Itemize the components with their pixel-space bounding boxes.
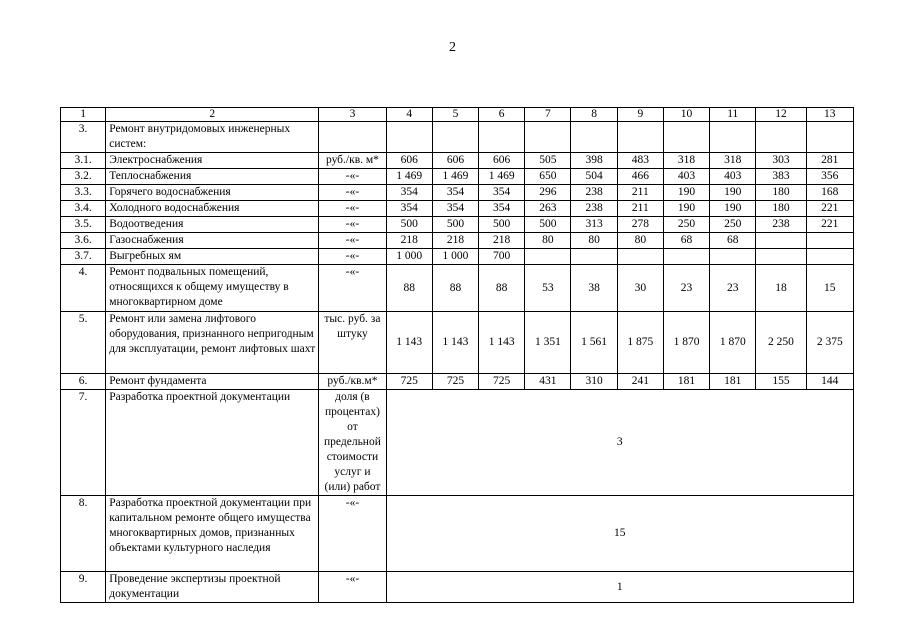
value-cell-col-5: 354 [432, 185, 478, 201]
table-row [61, 153, 854, 169]
value-cell-col-10: 1 870 [663, 312, 709, 374]
value-cell-col-13 [806, 122, 853, 153]
cost-table [60, 107, 854, 603]
column-header-11: 11 [710, 108, 756, 122]
value-cell-col-10 [663, 122, 709, 153]
value-cell-col-10: 190 [663, 185, 709, 201]
value-cell-col-10: 403 [663, 169, 709, 185]
value-cell-col-7: 1 351 [525, 312, 571, 374]
value-cell-col-5: 1 000 [432, 249, 478, 265]
value-cell-col-13 [806, 233, 853, 249]
row-name: Проведение экспертизы проектной документации [106, 572, 319, 603]
row-unit: -«- [319, 572, 386, 603]
value-cell-col-7: 80 [525, 233, 571, 249]
value-cell-col-11 [710, 249, 756, 265]
value-cell-col-9: 211 [617, 185, 663, 201]
row-number: 3. [61, 122, 106, 153]
value-cell-col-9 [617, 249, 663, 265]
table-row [61, 265, 854, 312]
value-cell-col-10 [663, 249, 709, 265]
row-number: 9. [61, 572, 106, 603]
value-cell-col-8: 38 [571, 265, 617, 312]
row-unit: тыс. руб. за штуку [319, 312, 386, 374]
value-cell-col-6: 354 [479, 185, 525, 201]
row-unit: руб./кв. м* [319, 153, 386, 169]
page-number: 2 [449, 40, 456, 55]
table-row [61, 169, 854, 185]
value-cell-col-8: 80 [571, 233, 617, 249]
row-name: Теплоснабжения [106, 169, 319, 185]
row-name: Газоснабжения [106, 233, 319, 249]
value-cell-col-4: 1 000 [386, 249, 432, 265]
value-cell-col-5: 1 469 [432, 169, 478, 185]
row-number: 3.5. [61, 217, 106, 233]
column-header-1: 1 [61, 108, 106, 122]
value-cell-col-12: 180 [756, 185, 806, 201]
row-number: 8. [61, 496, 106, 572]
value-cell-col-6: 354 [479, 201, 525, 217]
value-cell-col-13: 144 [806, 374, 853, 390]
value-cell-col-9: 80 [617, 233, 663, 249]
row-unit: -«- [319, 169, 386, 185]
value-cell-col-5: 606 [432, 153, 478, 169]
value-cell-col-13: 15 [806, 265, 853, 312]
value-cell-col-10: 68 [663, 233, 709, 249]
table-row-merged [61, 496, 854, 572]
value-cell-col-12: 303 [756, 153, 806, 169]
column-header-6: 6 [479, 108, 525, 122]
value-cell-col-11: 181 [710, 374, 756, 390]
value-cell-col-12: 238 [756, 217, 806, 233]
value-cell-col-6: 725 [479, 374, 525, 390]
row-number: 3.1. [61, 153, 106, 169]
value-cell-col-6 [479, 122, 525, 153]
merged-value-cell: 15 [386, 496, 853, 572]
value-cell-col-9: 211 [617, 201, 663, 217]
value-cell-col-8: 310 [571, 374, 617, 390]
value-cell-col-8: 238 [571, 185, 617, 201]
row-name: Ремонт подвальных помещений, относящихся к общему имуществу в многоквартирном доме [106, 265, 319, 312]
value-cell-col-13: 221 [806, 217, 853, 233]
row-number: 3.6. [61, 233, 106, 249]
value-cell-col-9: 1 875 [617, 312, 663, 374]
value-cell-col-5: 88 [432, 265, 478, 312]
value-cell-col-12: 18 [756, 265, 806, 312]
row-number: 3.3. [61, 185, 106, 201]
table-row [61, 233, 854, 249]
row-unit: руб./кв.м* [319, 374, 386, 390]
value-cell-col-12: 2 250 [756, 312, 806, 374]
value-cell-col-6: 1 143 [479, 312, 525, 374]
row-name: Горячего водоснабжения [106, 185, 319, 201]
value-cell-col-11: 1 870 [710, 312, 756, 374]
row-number: 4. [61, 265, 106, 312]
value-cell-col-6: 606 [479, 153, 525, 169]
value-cell-col-7: 53 [525, 265, 571, 312]
row-number: 7. [61, 390, 106, 496]
value-cell-col-4: 1 469 [386, 169, 432, 185]
table-row-merged [61, 390, 854, 496]
value-cell-col-7: 431 [525, 374, 571, 390]
value-cell-col-7 [525, 249, 571, 265]
value-cell-col-8 [571, 249, 617, 265]
value-cell-col-4: 218 [386, 233, 432, 249]
row-name: Электроснабжения [106, 153, 319, 169]
header-row [61, 108, 854, 122]
value-cell-col-13: 281 [806, 153, 853, 169]
value-cell-col-9: 30 [617, 265, 663, 312]
value-cell-col-8: 504 [571, 169, 617, 185]
value-cell-col-11: 403 [710, 169, 756, 185]
value-cell-col-4 [386, 122, 432, 153]
value-cell-col-5 [432, 122, 478, 153]
value-cell-col-7: 263 [525, 201, 571, 217]
table-row [61, 122, 854, 153]
value-cell-col-9: 466 [617, 169, 663, 185]
value-cell-col-7 [525, 122, 571, 153]
merged-value-cell: 3 [386, 390, 853, 496]
value-cell-col-4: 354 [386, 185, 432, 201]
value-cell-col-11: 68 [710, 233, 756, 249]
value-cell-col-12 [756, 233, 806, 249]
value-cell-col-4: 1 143 [386, 312, 432, 374]
value-cell-col-9 [617, 122, 663, 153]
value-cell-col-5: 500 [432, 217, 478, 233]
value-cell-col-10: 23 [663, 265, 709, 312]
row-number: 5. [61, 312, 106, 374]
value-cell-col-12: 383 [756, 169, 806, 185]
column-header-5: 5 [432, 108, 478, 122]
value-cell-col-11 [710, 122, 756, 153]
table-row [61, 217, 854, 233]
value-cell-col-7: 296 [525, 185, 571, 201]
value-cell-col-12 [756, 122, 806, 153]
value-cell-col-8: 238 [571, 201, 617, 217]
value-cell-col-13 [806, 249, 853, 265]
value-cell-col-10: 190 [663, 201, 709, 217]
column-header-7: 7 [525, 108, 571, 122]
row-number: 3.2. [61, 169, 106, 185]
column-header-13: 13 [806, 108, 853, 122]
table-row-merged [61, 572, 854, 603]
value-cell-col-11: 23 [710, 265, 756, 312]
column-header-8: 8 [571, 108, 617, 122]
value-cell-col-4: 500 [386, 217, 432, 233]
row-unit [319, 122, 386, 153]
row-name: Разработка проектной документации [106, 390, 319, 496]
value-cell-col-11: 318 [710, 153, 756, 169]
value-cell-col-7: 500 [525, 217, 571, 233]
row-number: 3.4. [61, 201, 106, 217]
row-number: 6. [61, 374, 106, 390]
value-cell-col-4: 725 [386, 374, 432, 390]
value-cell-col-11: 190 [710, 185, 756, 201]
value-cell-col-5: 1 143 [432, 312, 478, 374]
value-cell-col-9: 241 [617, 374, 663, 390]
value-cell-col-4: 606 [386, 153, 432, 169]
table-row [61, 312, 854, 374]
value-cell-col-11: 190 [710, 201, 756, 217]
column-header-3: 3 [319, 108, 386, 122]
row-name: Ремонт или замена лифтового оборудования, признанного непригодным для эксплуатации, ремонт лифтовых шахт [106, 312, 319, 374]
row-unit: -«- [319, 249, 386, 265]
column-header-4: 4 [386, 108, 432, 122]
value-cell-col-7: 650 [525, 169, 571, 185]
value-cell-col-6: 218 [479, 233, 525, 249]
value-cell-col-8: 398 [571, 153, 617, 169]
value-cell-col-6: 700 [479, 249, 525, 265]
row-name: Выгребных ям [106, 249, 319, 265]
table-row [61, 374, 854, 390]
value-cell-col-9: 278 [617, 217, 663, 233]
value-cell-col-13: 356 [806, 169, 853, 185]
row-unit: -«- [319, 217, 386, 233]
value-cell-col-11: 250 [710, 217, 756, 233]
table-row [61, 201, 854, 217]
value-cell-col-13: 168 [806, 185, 853, 201]
value-cell-col-9: 483 [617, 153, 663, 169]
value-cell-col-12 [756, 249, 806, 265]
table-row [61, 249, 854, 265]
row-name: Ремонт фундамента [106, 374, 319, 390]
row-unit: -«- [319, 201, 386, 217]
value-cell-col-10: 250 [663, 217, 709, 233]
value-cell-col-10: 318 [663, 153, 709, 169]
column-header-9: 9 [617, 108, 663, 122]
column-header-12: 12 [756, 108, 806, 122]
row-name: Водоотведения [106, 217, 319, 233]
value-cell-col-4: 88 [386, 265, 432, 312]
value-cell-col-13: 221 [806, 201, 853, 217]
row-unit: -«- [319, 185, 386, 201]
row-unit: -«- [319, 233, 386, 249]
value-cell-col-10: 181 [663, 374, 709, 390]
value-cell-col-12: 155 [756, 374, 806, 390]
value-cell-col-5: 725 [432, 374, 478, 390]
value-cell-col-4: 354 [386, 201, 432, 217]
row-name: Холодного водоснабжения [106, 201, 319, 217]
value-cell-col-5: 218 [432, 233, 478, 249]
merged-value-cell: 1 [386, 572, 853, 603]
value-cell-col-6: 88 [479, 265, 525, 312]
row-name: Ремонт внутридомовых инженерных систем: [106, 122, 319, 153]
column-header-2: 2 [106, 108, 319, 122]
value-cell-col-8: 313 [571, 217, 617, 233]
value-cell-col-13: 2 375 [806, 312, 853, 374]
row-number: 3.7. [61, 249, 106, 265]
column-header-10: 10 [663, 108, 709, 122]
value-cell-col-6: 1 469 [479, 169, 525, 185]
value-cell-col-8 [571, 122, 617, 153]
row-unit: -«- [319, 496, 386, 572]
row-name: Разработка проектной документации при капитальном ремонте общего имущества многоквартирных домов, признанных объектами культурного наследия [106, 496, 319, 572]
value-cell-col-6: 500 [479, 217, 525, 233]
value-cell-col-12: 180 [756, 201, 806, 217]
value-cell-col-7: 505 [525, 153, 571, 169]
value-cell-col-5: 354 [432, 201, 478, 217]
row-unit: доля (в процентах) от предельной стоимости услуг и (или) работ [319, 390, 386, 496]
table-row [61, 185, 854, 201]
value-cell-col-8: 1 561 [571, 312, 617, 374]
row-unit: -«- [319, 265, 386, 312]
